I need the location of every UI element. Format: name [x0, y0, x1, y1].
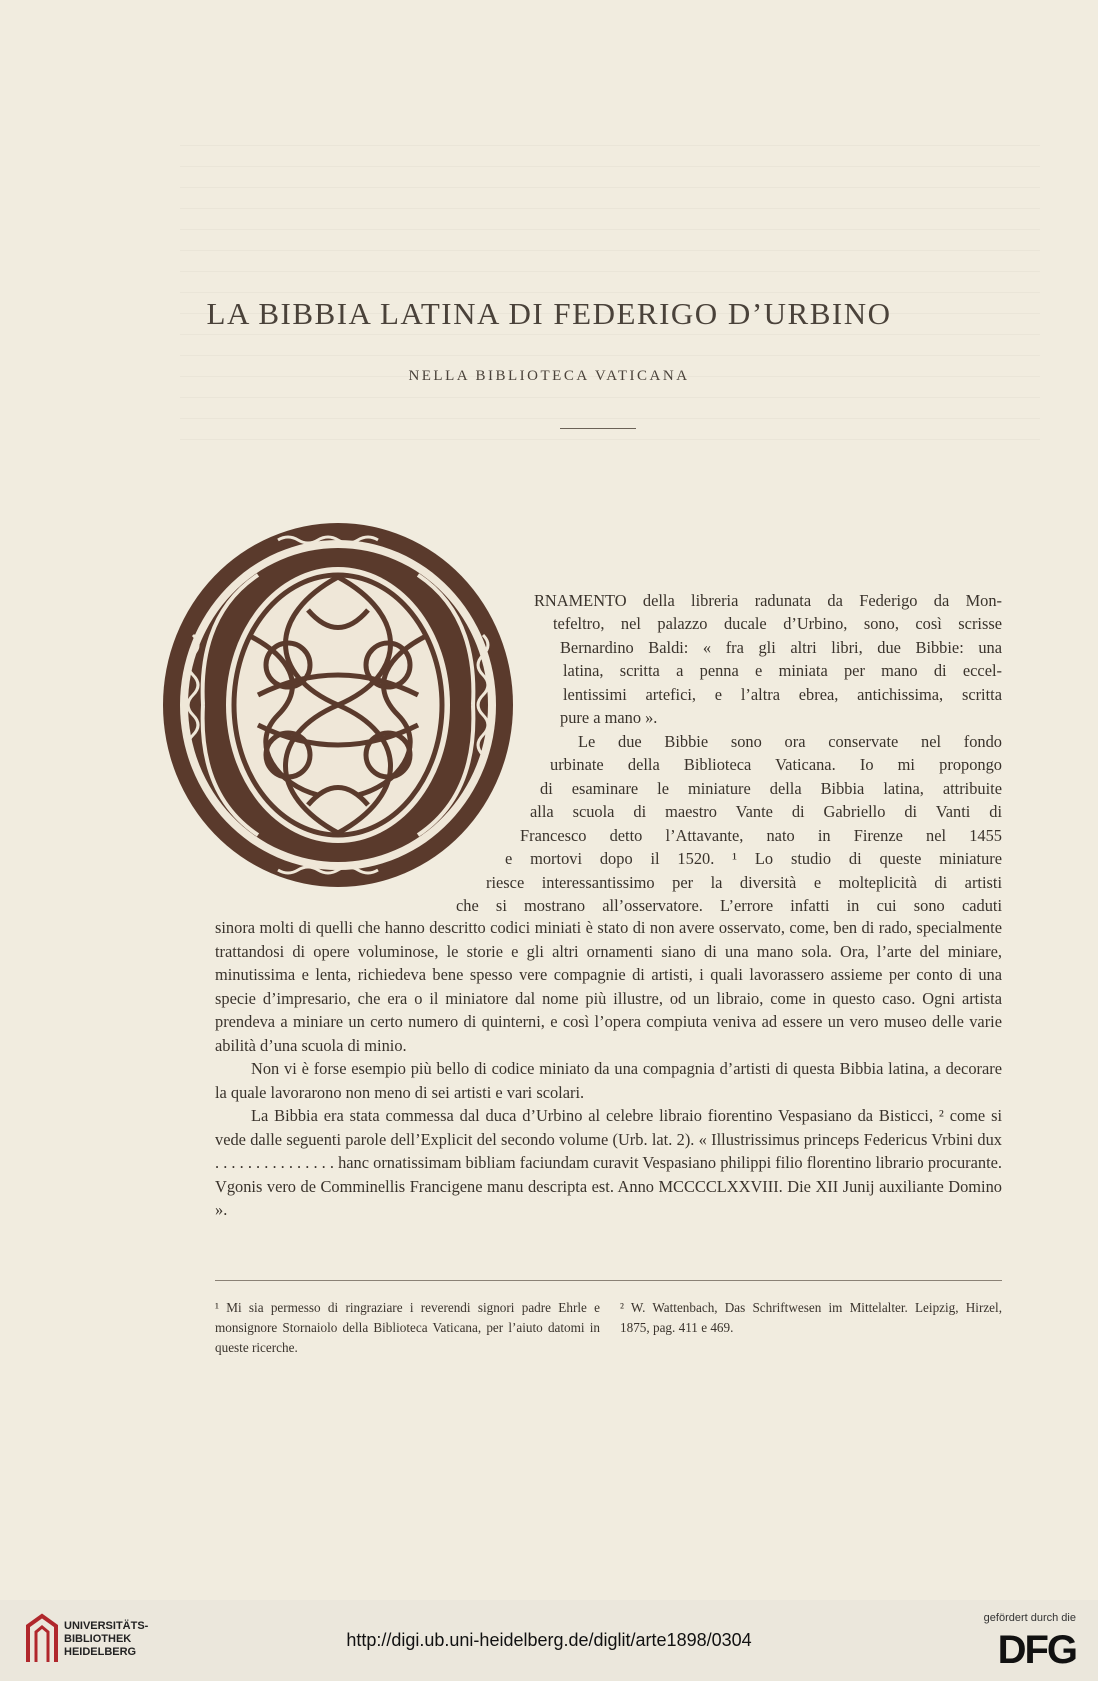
text-line: pure a mano ».: [560, 708, 658, 727]
text-line: urbinate della Biblioteca Vaticana. Io mi propongo: [550, 755, 1002, 774]
text-line: Bernardino Baldi: « fra gli altri libri, due Bibbie: una: [560, 638, 1002, 657]
article-body: [215, 916, 1002, 1222]
footnote-2: ² W. Wattenbach, Das Schriftwesen im Mittelalter. Leipzig, Hirzel, 1875, pag. 411 e 469.: [620, 1300, 1002, 1335]
paragraph-1-continued: sinora molti di quelli che hanno descritto codici miniati è stato di non avere osservato, come, ben di rado, specialmente trattandosi di opere voluminose, le storie e gli altri ornamenti siano di una mano sola. Ora, l’arte del miniare, minutissima e lenta, richiedeva bene spesso vere compagnie di artisti, i quali lavorassero assieme per conto di una specie d’impresario, che era o il miniatore dal nome più illustre, od un libraio, come in questo caso. Ogni artista prendeva a miniare un certo numero di quinterni, e così l’opera compiuta veniva ad essere un vero museo delle varie abilità d’una scuola di minio.: [215, 918, 1002, 1055]
decorated-initial-o-icon: [158, 515, 518, 900]
text-line: Francesco detto l’Attavante, nato in Firenze nel 1455: [520, 826, 1002, 845]
footnote-1: ¹ Mi sia permesso di ringraziare i reverendi signori padre Ehrle e monsignore Stornaiolo della Biblioteca Vaticana, per l’aiuto datomi in queste ricerche.: [215, 1300, 600, 1355]
article-subtitle: NELLA BIBLIOTECA VATICANA: [408, 368, 690, 384]
dfg-logo: DFG: [997, 1628, 1076, 1672]
article-title: LA BIBBIA LATINA DI FEDERIGO D’URBINO: [206, 296, 892, 331]
title-divider: [560, 428, 636, 429]
show-through-text: [180, 140, 1040, 440]
source-url-link[interactable]: http://digi.ub.uni-heidelberg.de/diglit/arte1898/0304: [346, 1630, 752, 1650]
footnote-divider: [215, 1280, 1002, 1281]
text-line: alla scuola di maestro Vante di Gabriello di Vanti di: [530, 802, 1002, 821]
text-line: che si mostrano all’osservatore. L’errore infatti in cui sono caduti: [456, 896, 1002, 915]
text-line: latina, scritta a penna e miniata per mano di eccel-: [563, 661, 1002, 680]
digitization-footer: [0, 1600, 1098, 1681]
text-line: di esaminare le miniature della Bibbia latina, attribuite: [540, 779, 1002, 798]
library-name: UNIVERSITÄTS- BIBLIOTHEK HEIDELBERG: [64, 1620, 149, 1658]
text-line: e mortovi dopo il 1520. ¹ Lo studio di queste miniature: [505, 849, 1002, 868]
text-line: lentissimi artefici, e l’altra ebrea, antichissima, scritta: [563, 685, 1002, 704]
text-line: RNAMENTO della libreria radunata da Federigo da Mon-: [534, 591, 1002, 610]
funding-label: gefördert durch die: [983, 1612, 1076, 1624]
paragraph-2: Non vi è forse esempio più bello di codice miniato da una compagnia d’artisti di questa Bibbia latina, a decorare la quale lavorarono non meno di sei artisti e vari scolari.: [215, 1059, 1002, 1102]
text-line: riesce interessantissimo per la diversità e molteplicità di artisti: [486, 873, 1002, 892]
text-line: tefeltro, nel palazzo ducale d’Urbino, sono, così scrisse: [553, 614, 1002, 633]
text-line: Le due Bibbie sono ora conservate nel fondo: [578, 732, 1002, 751]
paragraph-3: La Bibbia era stata commessa dal duca d’Urbino al celebre libraio fiorentino Vespasiano da Bisticci, ² come si vede dalle seguenti parole dell’Explicit del secondo volume (Urb. lat. 2). « Illustrissimus princeps Federicus Vrbini dux . . . . . . . . . . . . . . . hanc ornatissimam bibliam faciundam curavit Vespasiano philippi filio florentino librario procurante. Vgonis vero de Comminellis Francigene manu descripta est. Anno MCCCCLXXVIII. Die XII Junij auxiliante Domino ».: [215, 1106, 1002, 1219]
